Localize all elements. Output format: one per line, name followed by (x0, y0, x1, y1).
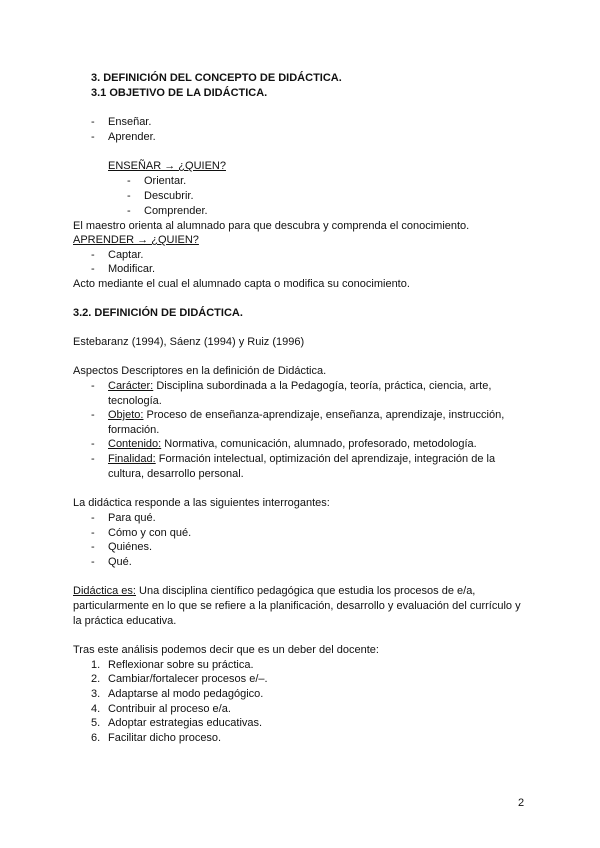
list-number: 4. (91, 703, 101, 715)
aspecto-text: formación. (108, 424, 160, 436)
ensenar-summary: El maestro orienta al alumnado para que descubra y comprenda el conocimiento. (73, 220, 470, 232)
list-number: 1. (91, 659, 101, 671)
aspectos-intro: Aspectos Descriptores en la definición de Didáctica. (73, 365, 327, 377)
aspecto-text: Disciplina subordinada a la Pedagogía, teoría, práctica, ciencia, arte, (156, 380, 492, 392)
bullet-dash: - (91, 438, 95, 450)
list-item: Facilitar dicho proceso. (108, 732, 222, 744)
section-heading-3-1: 3.1 OBJETIVO DE LA DIDÁCTICA. (91, 87, 268, 99)
list-item: Comprender. (144, 205, 208, 217)
bullet-dash: - (91, 453, 95, 465)
list-item: Captar. (108, 249, 144, 261)
section-heading-3-2: 3.2. DEFINICIÓN DE DIDÁCTICA. (73, 307, 243, 319)
aspecto-text: Normativa, comunicación, alumnado, profesorado, metodología. (164, 438, 477, 450)
list-item: Contribuir al proceso e/a. (108, 703, 231, 715)
list-number: 3. (91, 688, 101, 700)
didactica-text: particularmente en lo que se refiere a la planificación, desarrollo y evaluación del currículo y (73, 600, 521, 612)
aspecto-text: Proceso de enseñanza-aprendizaje, enseñanza, aprendizaje, instrucción, (146, 409, 505, 421)
list-item: Modificar. (108, 263, 156, 275)
bullet-dash: - (91, 409, 95, 421)
bullet-dash: - (91, 556, 95, 568)
bullet-dash: - (91, 527, 95, 539)
list-item: Cómo y con qué. (108, 527, 192, 539)
list-item: Descubrir. (144, 190, 194, 202)
list-item: Cambiar/fortalecer procesos e/–. (108, 673, 268, 685)
aspecto-text: Formación intelectual, optimización del aprendizaje, integración de la (158, 453, 496, 465)
bullet-dash: - (91, 249, 95, 261)
list-number: 2. (91, 673, 101, 685)
aspecto-text: tecnología. (108, 395, 162, 407)
aspecto-item (108, 438, 477, 451)
didactica-term: Didáctica es: (73, 585, 136, 597)
interrogantes-intro: La didáctica responde a las siguientes interrogantes: (73, 497, 330, 509)
list-item: Quiénes. (108, 541, 153, 553)
authors-line: Estebaranz (1994), Sáenz (1994) y Ruiz (1996) (73, 336, 305, 348)
didactica-text: Una disciplina científico pedagógica que estudia los procesos de e/a, (135, 585, 476, 597)
list-item: Aprender. (108, 131, 156, 143)
list-item: Adoptar estrategias educativas. (108, 717, 263, 729)
list-item: Qué. (108, 556, 132, 568)
bullet-dash: - (91, 116, 95, 128)
bullet-dash: - (127, 205, 131, 217)
aprender-title: APRENDER → ¿QUIEN? (73, 234, 199, 246)
didactica-definition (73, 585, 475, 598)
list-item: Reflexionar sobre su práctica. (108, 659, 254, 671)
list-item: Adaptarse al modo pedagógico. (108, 688, 264, 700)
list-item: Orientar. (144, 175, 187, 187)
page-number: 2 (518, 797, 525, 809)
section-heading-3: 3. DEFINICIÓN DEL CONCEPTO DE DIDÁCTICA. (91, 72, 342, 84)
bullet-dash: - (127, 190, 131, 202)
bullet-dash: - (91, 541, 95, 553)
aspecto-item (108, 409, 504, 422)
ensenar-title: ENSEÑAR → ¿QUIEN? (108, 160, 226, 172)
list-number: 6. (91, 732, 101, 744)
list-number: 5. (91, 717, 101, 729)
aspecto-term: Carácter: (108, 380, 154, 392)
aspecto-term: Finalidad: (108, 453, 156, 465)
list-item: Enseñar. (108, 116, 152, 128)
bullet-dash: - (127, 175, 131, 187)
bullet-dash: - (91, 263, 95, 275)
aspecto-item (108, 453, 495, 466)
bullet-dash: - (91, 380, 95, 392)
bullet-dash: - (91, 131, 95, 143)
aspecto-term: Objeto: (108, 409, 144, 421)
aspecto-term: Contenido: (108, 438, 162, 450)
deber-intro: Tras este análisis podemos decir que es un deber del docente: (73, 644, 379, 656)
didactica-text: la práctica educativa. (73, 615, 177, 627)
list-item: Para qué. (108, 512, 156, 524)
aprender-summary: Acto mediante el cual el alumnado capta o modifica su conocimiento. (73, 278, 410, 290)
aspecto-text: cultura, desarrollo personal. (108, 468, 244, 480)
bullet-dash: - (91, 512, 95, 524)
aspecto-item (108, 380, 491, 393)
